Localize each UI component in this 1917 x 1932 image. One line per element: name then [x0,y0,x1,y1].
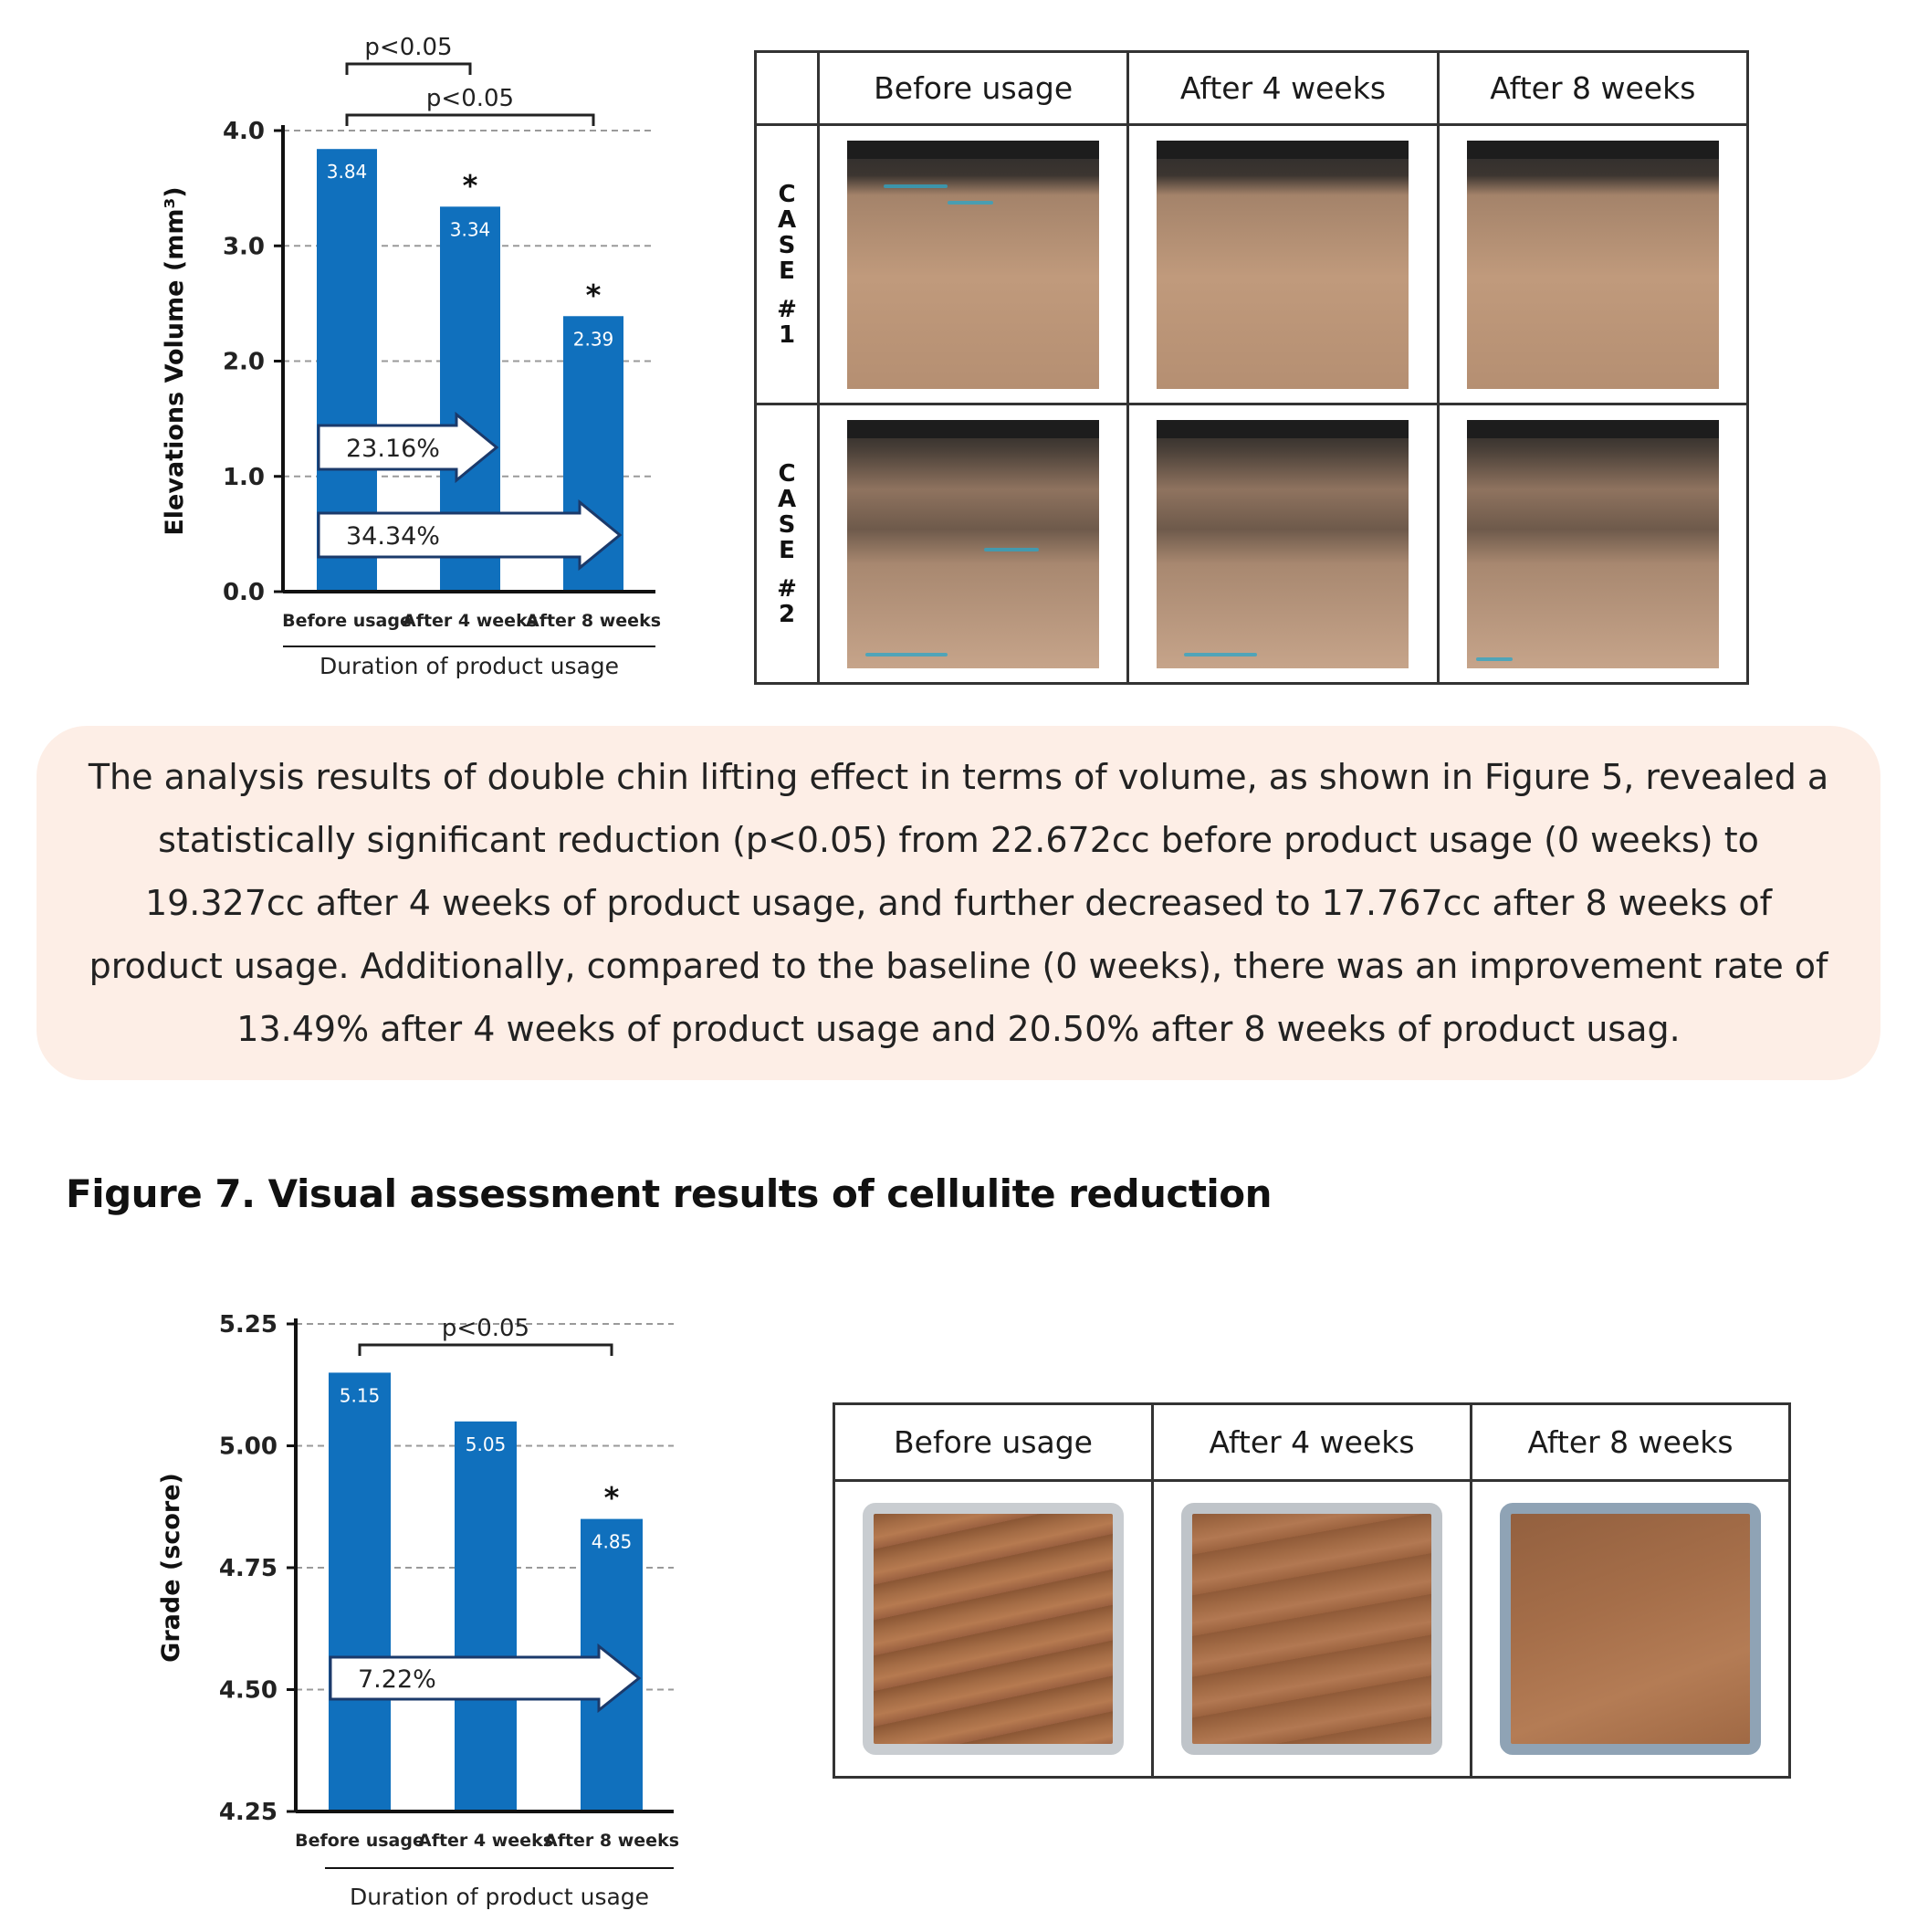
bar [329,1372,391,1811]
bar-value-label: 5.15 [339,1384,381,1407]
category-label: After 8 weeks [543,1831,680,1851]
y-axis-title: Grade (score) [157,1473,185,1663]
header-after-8-weeks: After 8 weeks [1438,52,1747,125]
y-tick-label: 5.25 [218,1311,278,1339]
significance-label: p<0.05 [441,1315,530,1342]
analysis-caption-text: The analysis results of double chin lifting effect in terms of volume, as shown in Figure 5, revealed a statistically significant reduction (p<0.05) from 22.672cc before product usage (0 weeks) to 19.327cc after 4 weeks of product usage, and further decreased to 17.767cc after 8 weeks of product usage. Additionally, compared to the baseline (0 weeks), there was an improvement rate of 13.49% after 4 weeks of product usage and 20.50% after 8 weeks of product usag. [88,756,1829,1049]
y-axis-title: Elevations Volume (mm³) [161,186,189,536]
significance-bracket [360,1345,612,1356]
corner-cell [756,52,819,125]
category-label: After 4 weeks [402,611,539,631]
header-after-4-weeks: After 4 weeks [1153,1404,1472,1481]
case-2-after-4-weeks-photo [1128,404,1438,684]
significance-asterisk: * [603,1480,620,1516]
category-label: After 8 weeks [525,611,662,631]
improvement-arrow-label: 34.34% [346,522,440,551]
case-1-label: C A S E # 1 [756,125,819,404]
y-tick-label: 4.0 [222,118,265,145]
header-after-4-weeks: After 4 weeks [1128,52,1438,125]
cellulite-photo-table [833,1402,1791,1779]
significance-bracket [347,64,470,75]
cellulite-after-8-weeks-photo [1472,1481,1790,1778]
case-2-after-8-weeks-photo [1438,404,1747,684]
bar-value-label: 5.05 [465,1433,507,1455]
cellulite-before-photo [834,1481,1153,1778]
bar [455,1422,517,1811]
header-before-usage: Before usage [834,1404,1153,1481]
y-tick-label: 0.0 [222,579,265,606]
bar-value-label: 3.34 [449,218,491,241]
case-2-before-photo [819,404,1128,684]
bar-value-label: 3.84 [326,161,368,184]
y-tick-label: 2.0 [222,348,265,376]
case-1-after-8-weeks-photo [1438,125,1747,404]
analysis-caption-box [37,726,1880,1080]
elevations-volume-bar-chart [137,18,685,694]
cellulite-after-4-weeks-photo [1153,1481,1472,1778]
improvement-arrow-label: 7.22% [358,1665,436,1694]
y-tick-label: 3.0 [222,233,265,261]
y-tick-label: 5.00 [218,1433,278,1461]
improvement-arrow-label: 23.16% [346,435,440,463]
significance-bracket [347,115,593,126]
x-axis-title: Duration of product usage [319,653,620,679]
figure-7-title: Figure 7. Visual assessment results of cellulite reduction [66,1171,1273,1216]
significance-label: p<0.05 [425,85,515,112]
y-tick-label: 4.50 [218,1676,278,1705]
category-label: After 4 weeks [417,1831,554,1851]
case-photo-table [754,50,1749,685]
bar-value-label: 2.39 [572,328,614,351]
category-label: Before usage [282,611,412,631]
header-after-8-weeks: After 8 weeks [1472,1404,1790,1481]
case-2-label: C A S E # 2 [756,404,819,684]
grade-score-bar-chart [137,1287,703,1927]
category-label: Before usage [295,1831,424,1851]
bar-value-label: 4.85 [591,1530,633,1553]
y-tick-label: 4.25 [218,1799,278,1826]
y-tick-label: 1.0 [222,463,265,491]
x-axis-title: Duration of product usage [349,1884,650,1910]
case-1-before-photo [819,125,1128,404]
significance-label: p<0.05 [364,34,453,61]
y-tick-label: 4.75 [218,1555,278,1582]
significance-asterisk: * [462,168,478,204]
case-1-after-4-weeks-photo [1128,125,1438,404]
significance-asterisk: * [585,278,602,313]
header-before-usage: Before usage [819,52,1128,125]
